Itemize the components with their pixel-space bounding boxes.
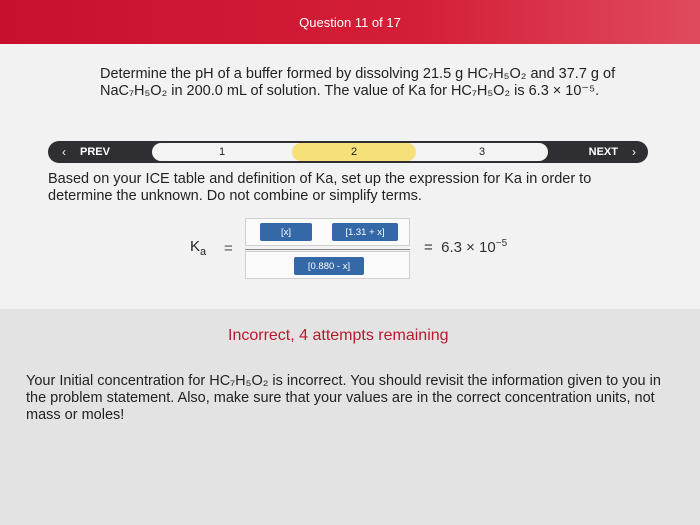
- feedback-text: Your Initial concentration for HC₇H₅O₂ is incorrect. You should revisit the information given to you in the problem statement. Also, make sure that your values are in the correct concentration units, not mass or moles!: [26, 373, 661, 423]
- fraction-bar: [245, 249, 410, 250]
- rhs-base: 6.3 × 10: [441, 239, 496, 256]
- ka-symbol: [190, 238, 207, 258]
- step-navigation: [48, 141, 648, 163]
- prev-button[interactable]: [48, 141, 152, 163]
- step-tab-2-active[interactable]: 2: [292, 143, 416, 161]
- rhs-equals: =: [424, 239, 433, 256]
- rhs-exponent: −5: [495, 238, 508, 249]
- step-tabs: [152, 143, 548, 161]
- prev-label: PREV: [80, 146, 110, 158]
- instructions-text: Based on your ICE table and definition of Ka, set up the expression for Ka in order to determine the unknown. Do not combine or simplify terms.: [48, 171, 592, 204]
- tile-x[interactable]: [x]: [260, 223, 312, 241]
- feedback-panel: [0, 309, 700, 525]
- ka-subscript: a: [200, 246, 207, 258]
- question-counter: Question 11 of 17: [299, 14, 401, 30]
- tile-0-880-minus-x[interactable]: [0.880 - x]: [294, 257, 364, 275]
- ka-letter: K: [190, 238, 201, 255]
- next-button[interactable]: [548, 141, 648, 163]
- step-tab-1[interactable]: 1: [218, 146, 226, 158]
- numerator-dropzone[interactable]: [245, 218, 410, 246]
- tile-1-31-plus-x[interactable]: [1.31 + x]: [332, 223, 398, 241]
- step-tab-3[interactable]: 3: [478, 146, 486, 158]
- question-text: Determine the pH of a buffer formed by dissolving 21.5 g HC₇H₅O₂ and 37.7 g of NaC₇H₅O₂ in 200.0 mL of solution. The value of Ka for HC₇H₅O₂ is 6.3 × 10⁻⁵.: [100, 66, 616, 99]
- ka-value: [424, 239, 507, 256]
- chevron-right-icon: ›: [632, 145, 636, 159]
- denominator-dropzone[interactable]: [245, 251, 410, 279]
- header-bar: [0, 0, 700, 44]
- next-label: NEXT: [588, 146, 618, 158]
- chevron-left-icon: ‹: [62, 145, 66, 159]
- ka-expression: [190, 216, 620, 286]
- equals-sign: =: [224, 240, 233, 257]
- feedback-title: Incorrect, 4 attempts remaining: [228, 327, 449, 344]
